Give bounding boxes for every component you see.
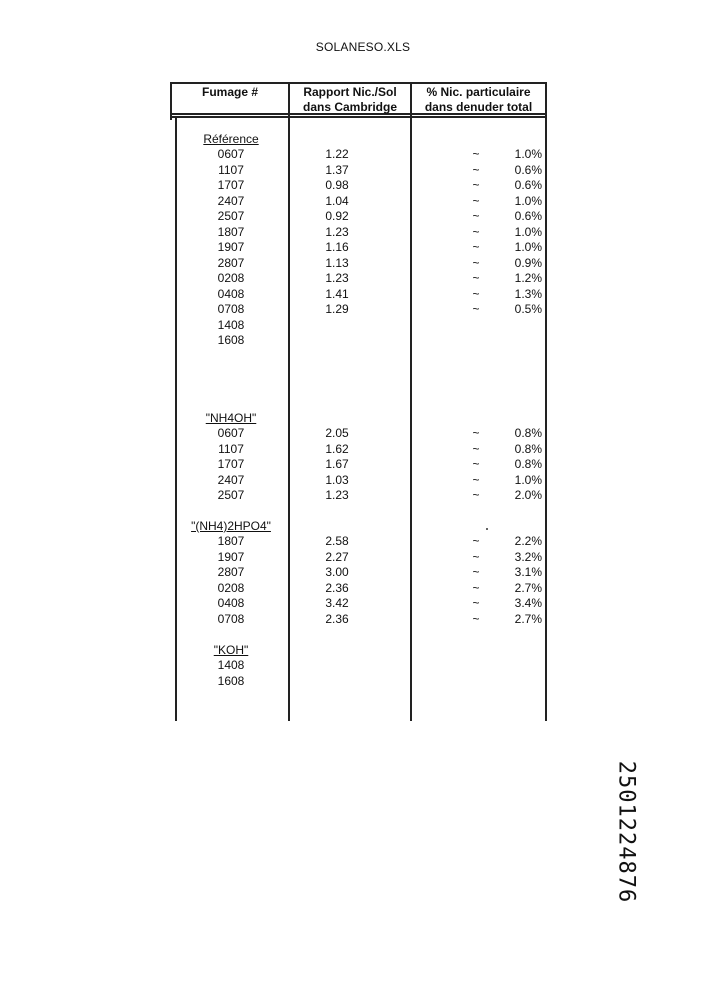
scan-speck [486, 528, 488, 530]
fumage-cell: 1608 [217, 333, 245, 347]
percent-cell: 3.2% [514, 550, 542, 564]
header-percent-line2: dans denuder total [424, 100, 533, 114]
fumage-cell: 0708 [217, 612, 245, 626]
approx-symbol: ~ [472, 488, 480, 502]
ratio-cell: 1.37 [325, 163, 349, 177]
fumage-cell: 0708 [217, 302, 245, 316]
approx-symbol: ~ [472, 271, 480, 285]
section-label: "NH4OH" [205, 411, 257, 425]
approx-symbol: ~ [472, 302, 480, 316]
ratio-cell: 2.27 [325, 550, 349, 564]
ratio-cell: 2.36 [325, 612, 349, 626]
approx-symbol: ~ [472, 534, 480, 548]
approx-symbol: ~ [472, 256, 480, 270]
ratio-cell: 1.04 [325, 194, 349, 208]
fumage-cell: 2507 [217, 488, 245, 502]
percent-cell: 0.6% [514, 178, 542, 192]
percent-cell: 1.3% [514, 287, 542, 301]
fumage-cell: 1907 [217, 240, 245, 254]
fumage-cell: 2807 [217, 565, 245, 579]
fumage-cell: 1807 [217, 225, 245, 239]
fumage-cell: 1408 [217, 318, 245, 332]
percent-cell: 3.4% [514, 596, 542, 610]
ratio-cell: 2.58 [325, 534, 349, 548]
percent-cell: 0.8% [514, 442, 542, 456]
fumage-cell: 1807 [217, 534, 245, 548]
fumage-cell: 2407 [217, 473, 245, 487]
percent-cell: 1.0% [514, 225, 542, 239]
percent-cell: 2.7% [514, 612, 542, 626]
approx-symbol: ~ [472, 287, 480, 301]
approx-symbol: ~ [472, 550, 480, 564]
header-fumage [172, 85, 288, 100]
ratio-cell: 1.23 [325, 225, 349, 239]
ratio-cell: 1.23 [325, 271, 349, 285]
percent-cell: 1.2% [514, 271, 542, 285]
fumage-cell: 2407 [217, 194, 245, 208]
percent-cell: 0.5% [514, 302, 542, 316]
percent-cell: 3.1% [514, 565, 542, 579]
fumage-cell: 0408 [217, 287, 245, 301]
percent-cell: 2.0% [514, 488, 542, 502]
percent-cell: 0.9% [514, 256, 542, 270]
fumage-cell: 1907 [217, 550, 245, 564]
ratio-cell: 1.41 [325, 287, 349, 301]
header-ratio-line2: dans Cambridge [302, 100, 398, 114]
approx-symbol: ~ [472, 612, 480, 626]
approx-symbol: ~ [472, 581, 480, 595]
ratio-cell: 1.13 [325, 256, 349, 270]
fumage-cell: 1608 [217, 674, 245, 688]
fumage-cell: 0208 [217, 581, 245, 595]
approx-symbol: ~ [472, 209, 480, 223]
ratio-cell: 3.42 [325, 596, 349, 610]
ratio-cell: 1.03 [325, 473, 349, 487]
fumage-cell: 2507 [217, 209, 245, 223]
percent-cell: 0.6% [514, 163, 542, 177]
fumage-cell: 1107 [218, 442, 244, 456]
table-top-border [170, 82, 546, 84]
section-label: Référence [203, 132, 259, 146]
ratio-cell: 2.05 [325, 426, 349, 440]
approx-symbol: ~ [472, 457, 480, 471]
approx-symbol: ~ [472, 225, 480, 239]
approx-symbol: ~ [472, 426, 480, 440]
percent-cell: 1.0% [514, 473, 542, 487]
percent-cell: 1.0% [514, 194, 542, 208]
ratio-cell: 1.23 [325, 488, 349, 502]
percent-cell: 2.7% [514, 581, 542, 595]
approx-symbol: ~ [472, 596, 480, 610]
ratio-cell: 1.16 [325, 240, 349, 254]
header-percent-line1: % Nic. particulaire [426, 85, 531, 99]
column-divider-1 [288, 82, 290, 721]
approx-symbol: ~ [472, 178, 480, 192]
fumage-cell: 1107 [218, 163, 244, 177]
percent-cell: 2.2% [514, 534, 542, 548]
approx-symbol: ~ [472, 240, 480, 254]
percent-cell: 0.8% [514, 457, 542, 471]
ratio-cell: 1.62 [325, 442, 349, 456]
document-title: SOLANESO.XLS [315, 40, 411, 54]
fumage-cell: 1707 [217, 457, 245, 471]
approx-symbol: ~ [472, 163, 480, 177]
section-label: "KOH" [213, 643, 249, 657]
header-ratio [290, 85, 410, 115]
header-fumage-text: Fumage # [201, 85, 258, 99]
fumage-cell: 0607 [217, 426, 245, 440]
ratio-cell: 1.67 [325, 457, 349, 471]
approx-symbol: ~ [472, 194, 480, 208]
header-ratio-line1: Rapport Nic./Sol [303, 85, 397, 99]
percent-cell: 1.0% [514, 147, 542, 161]
section-label: "(NH4)2HPO4" [191, 519, 271, 533]
header-divider-double [170, 116, 546, 118]
percent-cell: 0.6% [514, 209, 542, 223]
fumage-cell: 0408 [217, 596, 245, 610]
approx-symbol: ~ [472, 565, 480, 579]
approx-symbol: ~ [472, 147, 480, 161]
approx-symbol: ~ [472, 473, 480, 487]
fumage-cell: 1408 [217, 658, 245, 672]
ratio-cell: 1.29 [325, 302, 349, 316]
percent-cell: 1.0% [514, 240, 542, 254]
header-percent [412, 85, 545, 115]
ratio-cell: 0.98 [325, 178, 349, 192]
fumage-cell: 0208 [217, 271, 245, 285]
approx-symbol: ~ [472, 442, 480, 456]
percent-cell: 0.8% [514, 426, 542, 440]
ratio-cell: 1.22 [325, 147, 349, 161]
fumage-cell: 1707 [217, 178, 245, 192]
fumage-cell: 2807 [217, 256, 245, 270]
ratio-cell: 3.00 [325, 565, 349, 579]
table-border-right [545, 82, 547, 721]
ratio-cell: 0.92 [325, 209, 349, 223]
document-id-stamp: 2501224876 [613, 760, 639, 904]
ratio-cell: 2.36 [325, 581, 349, 595]
fumage-cell: 0607 [217, 147, 245, 161]
column-divider-2 [410, 82, 412, 721]
